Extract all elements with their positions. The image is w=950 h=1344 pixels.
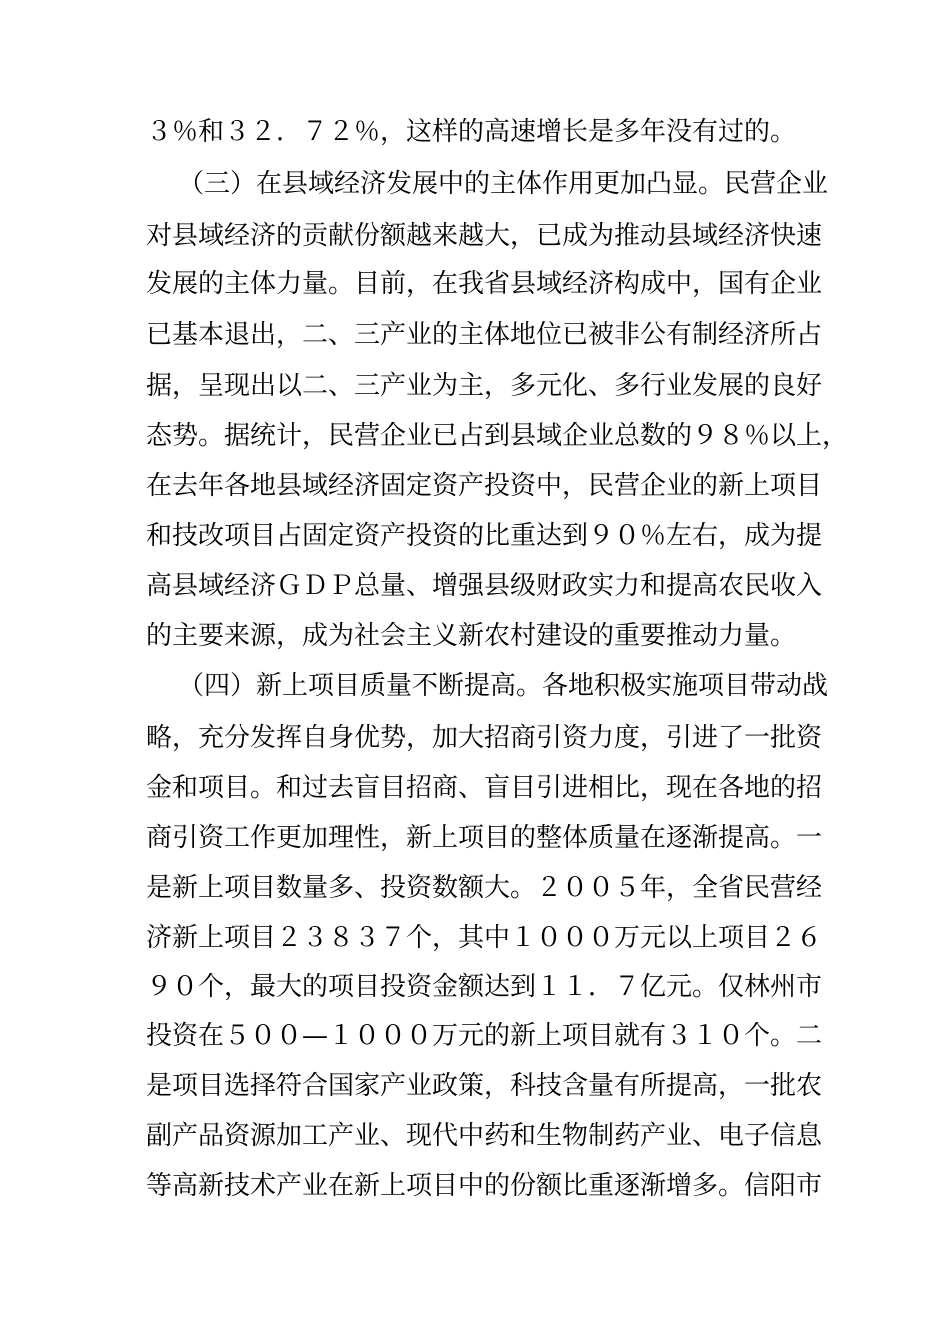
text-line: 在去年各地县域经济固定资产投资中，民营企业的新上项目: [146, 471, 823, 501]
text-line: 已基本退出，二、三产业的主体地位已被非公有制经济所占: [146, 320, 823, 350]
text-line: 济新上项目２３８３７个，其中１０００万元以上项目２６: [146, 923, 823, 953]
text-line: 投资在５００—１０００万元的新上项目就有３１０个。二: [146, 1021, 823, 1051]
text-line: 略，充分发挥自身优势，加大招商引资力度，引进了一批资: [146, 723, 823, 753]
text-line: 对县域经济的贡献份额越来越大，已成为推动县域经济快速: [146, 221, 823, 251]
text-line: 发展的主体力量。目前，在我省县域经济构成中，国有企业: [146, 269, 823, 299]
text-line: 据，呈现出以二、三产业为主，多元化、多行业发展的良好: [146, 371, 823, 401]
section-heading-line: （四）新上项目质量不断提高。各地积极实施项目带动战: [178, 671, 829, 701]
text-line: 高县域经济ＧＤＰ总量、增强县级财政实力和提高农民收入: [146, 571, 823, 601]
text-line: 副产品资源加工产业、现代中药和生物制药产业、电子信息: [146, 1121, 823, 1151]
text-line: 是新上项目数量多、投资数额大。２００５年，全省民营经: [146, 873, 823, 903]
text-line: 和技改项目占固定资产投资的比重达到９０％左右，成为提: [146, 521, 823, 551]
text-line: 的主要来源，成为社会主义新农村建设的重要推动力量。: [146, 621, 797, 651]
text-line: ９０个，最大的项目投资金额达到１１．７亿元。仅林州市: [146, 972, 823, 1002]
text-line: 态势。据统计，民营企业已占到县域企业总数的９８％以上，: [146, 421, 849, 451]
text-line: 是项目选择符合国家产业政策，科技含量有所提高，一批农: [146, 1071, 823, 1101]
text-line: 等高新技术产业在新上项目中的份额比重逐渐增多。信阳市: [146, 1171, 823, 1201]
section-heading-line: （三）在县域经济发展中的主体作用更加凸显。民营企业: [178, 169, 829, 199]
text-line: 金和项目。和过去盲目招商、盲目引进相比，现在各地的招: [146, 773, 823, 803]
text-line: 商引资工作更加理性，新上项目的整体质量在逐渐提高。一: [146, 823, 823, 853]
text-line: ３％和３２．７２％，这样的高速增长是多年没有过的。: [146, 117, 797, 147]
